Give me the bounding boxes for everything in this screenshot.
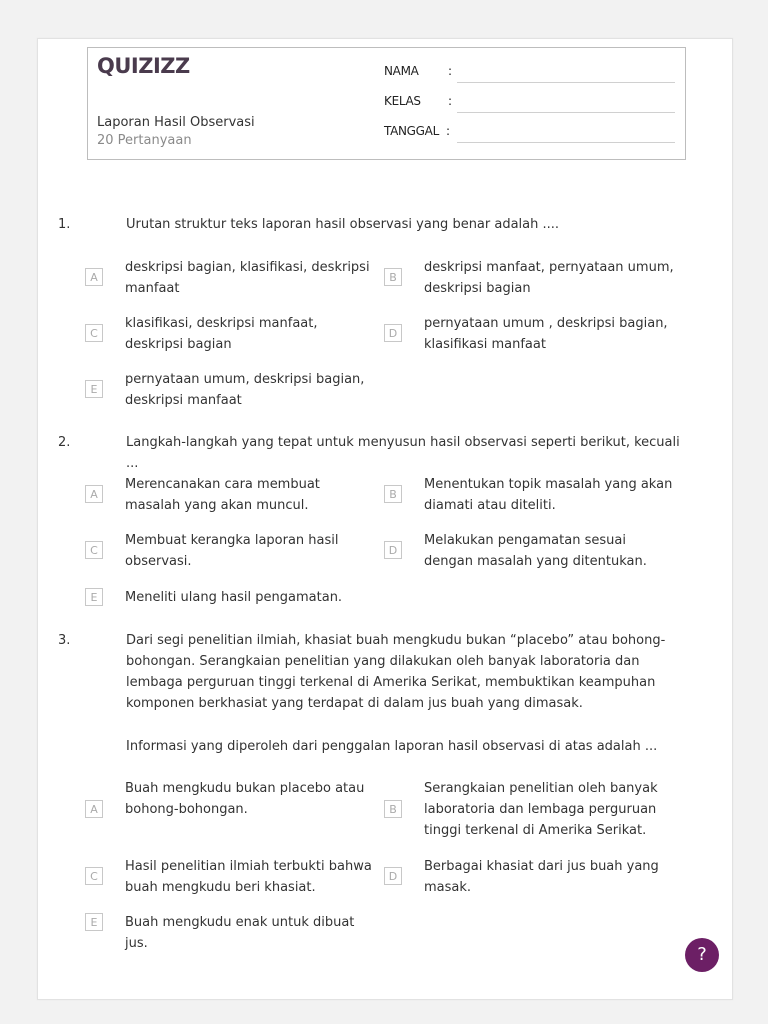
class-label: KELAS: [384, 94, 421, 108]
name-line: [457, 82, 675, 83]
option-text: deskripsi manfaat, pernyataan umum, deskripsi bagian: [424, 260, 674, 296]
option-text: pernyataan umum, deskripsi bagian, deskripsi manfaat: [125, 372, 365, 408]
date-line: [457, 142, 675, 143]
date-label: TANGGAL: [384, 124, 439, 138]
question-stem: Dari segi penelitian ilmiah, khasiat buah mengkudu bukan “placebo” atau bohong-bohongan. Serangkaian penelitian yang dilakukan oleh banyak laboratoria dan lembaga perguruan tinggi terkenal di Amerika Serikat, membuktikan keampuhan komponen berkhasiat yang terdapat di dalam jus buah yang dimasak.: [126, 633, 666, 711]
option-text: Membuat kerangka laporan hasil observasi.: [125, 533, 339, 569]
option-text: Buah mengkudu enak untuk dibuat jus.: [125, 915, 355, 951]
name-field: [384, 61, 675, 83]
help-button[interactable]: ?: [685, 938, 719, 972]
option-letter-box: B: [384, 800, 402, 818]
option-letter-box: E: [85, 380, 103, 398]
question-number: 3.: [58, 633, 71, 648]
class-line: [457, 112, 675, 113]
question-stem: Langkah-langkah yang tepat untuk menyusun hasil observasi seperti berikut, kecuali ...: [126, 435, 680, 471]
worksheet-title: Laporan Hasil Observasi: [97, 115, 255, 130]
option-text: Meneliti ulang hasil pengamatan.: [125, 590, 343, 605]
option-letter-box: D: [384, 867, 402, 885]
date-field: [384, 121, 675, 143]
option-letter-box: A: [85, 800, 103, 818]
option-letter-box: E: [85, 913, 103, 931]
option-letter-box: A: [85, 485, 103, 503]
option-text: Melakukan pengamatan sesuai dengan masalah yang ditentukan.: [424, 533, 647, 569]
option-letter-box: D: [384, 541, 402, 559]
option-text: deskripsi bagian, klasifikasi, deskripsi manfaat: [125, 260, 370, 296]
quizizz-logo: QUIZIZZ: [97, 54, 190, 78]
option-text: klasifikasi, deskripsi manfaat, deskripsi bagian: [125, 316, 318, 352]
option-letter-box: C: [85, 324, 103, 342]
class-colon: :: [448, 94, 453, 108]
name-colon: :: [448, 64, 453, 78]
option-text: Merencanakan cara membuat masalah yang akan muncul.: [125, 477, 320, 513]
option-text: Menentukan topik masalah yang akan diamati atau diteliti.: [424, 477, 673, 513]
question-count: 20 Pertanyaan: [97, 133, 192, 148]
option-text: Buah mengkudu bukan placebo atau bohong-bohongan.: [125, 781, 365, 817]
option-letter-box: C: [85, 867, 103, 885]
option-text: pernyataan umum , deskripsi bagian, klasifikasi manfaat: [424, 316, 668, 352]
date-colon: :: [446, 124, 451, 138]
question-number: 1.: [58, 217, 71, 232]
option-letter-box: E: [85, 588, 103, 606]
question-stem: Urutan struktur teks laporan hasil observasi yang benar adalah ....: [126, 217, 560, 232]
name-label: NAMA: [384, 64, 419, 78]
option-letter-box: B: [384, 485, 402, 503]
option-letter-box: C: [85, 541, 103, 559]
option-letter-box: A: [85, 268, 103, 286]
question-number: 2.: [58, 435, 71, 450]
question-prompt: Informasi yang diperoleh dari penggalan laporan hasil observasi di atas adalah ...: [126, 739, 658, 754]
option-text: Berbagai khasiat dari jus buah yang masak.: [424, 859, 659, 895]
option-letter-box: B: [384, 268, 402, 286]
class-field: [384, 91, 675, 113]
worksheet-header: [87, 47, 686, 160]
option-text: Serangkaian penelitian oleh banyak laboratoria dan lembaga perguruan tinggi terkenal di Amerika Serikat.: [424, 781, 658, 838]
option-text: Hasil penelitian ilmiah terbukti bahwa buah mengkudu beri khasiat.: [125, 859, 372, 895]
option-letter-box: D: [384, 324, 402, 342]
